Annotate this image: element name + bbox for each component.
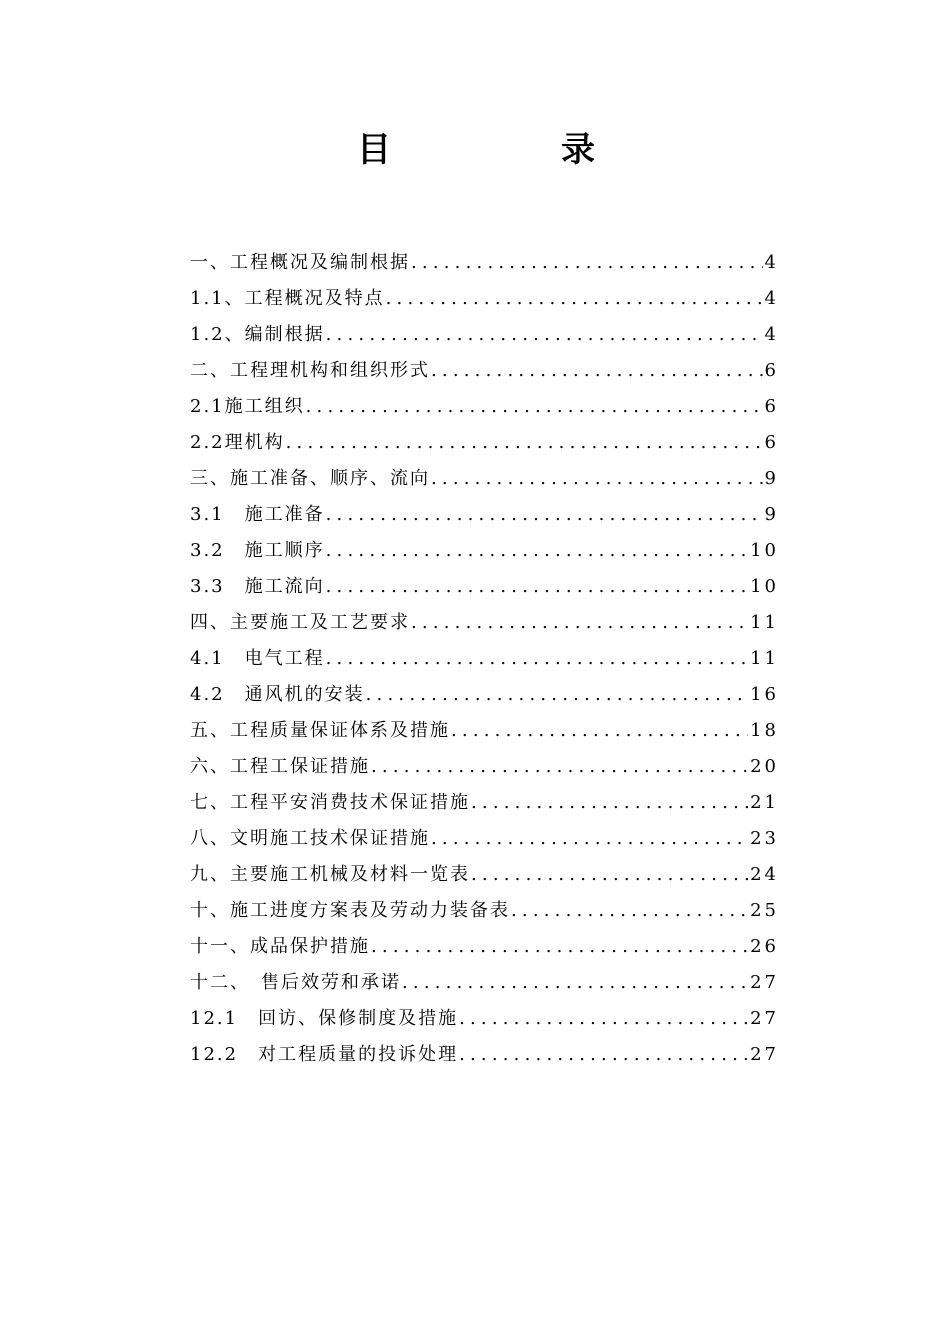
toc-page-number: 6 <box>764 360 779 381</box>
toc-entry <box>190 641 779 677</box>
toc-dot-leader <box>459 1037 748 1073</box>
toc-dot-leader <box>306 389 763 425</box>
toc-entry-title: 五、工程质量保证体系及措施 <box>190 720 450 741</box>
toc-entry <box>190 1037 779 1073</box>
toc-page-number: 6 <box>764 396 779 417</box>
toc-page-number: 21 <box>750 792 779 813</box>
toc-page-number: 6 <box>764 432 779 453</box>
toc-entry <box>190 317 779 353</box>
toc-entry-title: 2.2理机构 <box>190 432 285 453</box>
toc-page-number: 11 <box>750 612 779 633</box>
toc-entry <box>190 677 779 713</box>
toc-entry-title: 七、工程平安消费技术保证措施 <box>190 792 470 813</box>
toc-dot-leader <box>431 821 748 857</box>
toc-entry-title: 2.1施工组织 <box>190 396 305 417</box>
toc-entry-title: 六、工程工保证措施 <box>190 756 370 777</box>
toc-dot-leader <box>326 317 763 353</box>
toc-page-number: 20 <box>750 756 779 777</box>
toc-entry-title: 12.2 对工程质量的投诉处理 <box>190 1044 459 1065</box>
toc-entry <box>190 749 779 785</box>
toc-page-number: 25 <box>750 900 779 921</box>
toc-entry-title: 四、主要施工及工艺要求 <box>190 612 410 633</box>
toc-entry-title: 4.2 通风机的安装 <box>190 684 365 705</box>
toc-dot-leader <box>386 281 763 317</box>
toc-page-number: 10 <box>750 540 779 561</box>
toc-page-number: 26 <box>750 936 779 957</box>
toc-entry-title: 十二、 售后效劳和承诺 <box>190 972 401 993</box>
toc-entry <box>190 605 779 641</box>
toc-dot-leader <box>511 893 748 929</box>
toc-dot-leader <box>459 1001 748 1037</box>
toc-page-number: 11 <box>750 648 779 669</box>
toc-dot-leader <box>402 965 748 1001</box>
toc-entry-title: 二、工程理机构和组织形式 <box>190 360 430 381</box>
toc-dot-leader <box>471 785 748 821</box>
toc-entry-title: 12.1 回访、保修制度及措施 <box>190 1008 459 1029</box>
toc-entry <box>190 785 779 821</box>
toc-entry <box>190 497 779 533</box>
toc-page-number: 23 <box>750 828 779 849</box>
table-of-contents <box>190 245 779 1073</box>
toc-page-number: 4 <box>764 252 779 273</box>
toc-dot-leader <box>431 461 763 497</box>
toc-entry <box>190 245 779 281</box>
toc-entry-title: 3.2 施工顺序 <box>190 540 325 561</box>
page-title: 目 录 <box>357 130 663 170</box>
toc-page-number: 4 <box>764 288 779 309</box>
toc-page-number: 4 <box>764 324 779 345</box>
toc-entry-title: 3.1 施工准备 <box>190 504 325 525</box>
toc-entry-title: 十一、成品保护措施 <box>190 936 370 957</box>
toc-entry <box>190 461 779 497</box>
toc-entry <box>190 893 779 929</box>
toc-page-number: 18 <box>750 720 779 741</box>
toc-dot-leader <box>411 245 763 281</box>
toc-page-number: 24 <box>750 864 779 885</box>
toc-entry-title: 十、施工进度方案表及劳动力装备表 <box>190 900 510 921</box>
toc-entry <box>190 821 779 857</box>
toc-entry <box>190 281 779 317</box>
toc-entry-title: 4.1 电气工程 <box>190 648 325 669</box>
toc-page-number: 27 <box>750 1044 779 1065</box>
toc-entry-title: 九、主要施工机械及材料一览表 <box>190 864 470 885</box>
toc-page-number: 27 <box>750 972 779 993</box>
toc-entry-title: 1.2、编制根据 <box>190 324 325 345</box>
toc-dot-leader <box>371 749 748 785</box>
toc-dot-leader <box>326 569 748 605</box>
toc-entry-title: 八、文明施工技术保证措施 <box>190 828 430 849</box>
toc-entry-title: 一、工程概况及编制根据 <box>190 252 410 273</box>
toc-entry <box>190 713 779 749</box>
toc-entry <box>190 533 779 569</box>
toc-dot-leader <box>366 677 748 713</box>
toc-entry-title: 三、施工准备、顺序、流向 <box>190 468 430 489</box>
toc-entry <box>190 389 779 425</box>
toc-dot-leader <box>326 497 763 533</box>
toc-page-number: 10 <box>750 576 779 597</box>
toc-page-number: 9 <box>764 468 779 489</box>
toc-dot-leader <box>286 425 763 461</box>
toc-dot-leader <box>411 605 748 641</box>
toc-entry <box>190 929 779 965</box>
toc-entry <box>190 857 779 893</box>
toc-entry <box>190 965 779 1001</box>
toc-entry <box>190 569 779 605</box>
toc-dot-leader <box>431 353 763 389</box>
toc-entry-title: 1.1、工程概况及特点 <box>190 288 385 309</box>
toc-entry <box>190 353 779 389</box>
toc-page-number: 27 <box>750 1008 779 1029</box>
toc-page-number: 16 <box>750 684 779 705</box>
toc-dot-leader <box>326 641 748 677</box>
toc-entry <box>190 425 779 461</box>
toc-dot-leader <box>471 857 748 893</box>
toc-entry-title: 3.3 施工流向 <box>190 576 325 597</box>
toc-dot-leader <box>371 929 748 965</box>
toc-entry <box>190 1001 779 1037</box>
toc-dot-leader <box>451 713 748 749</box>
toc-page-number: 9 <box>764 504 779 525</box>
toc-dot-leader <box>326 533 748 569</box>
